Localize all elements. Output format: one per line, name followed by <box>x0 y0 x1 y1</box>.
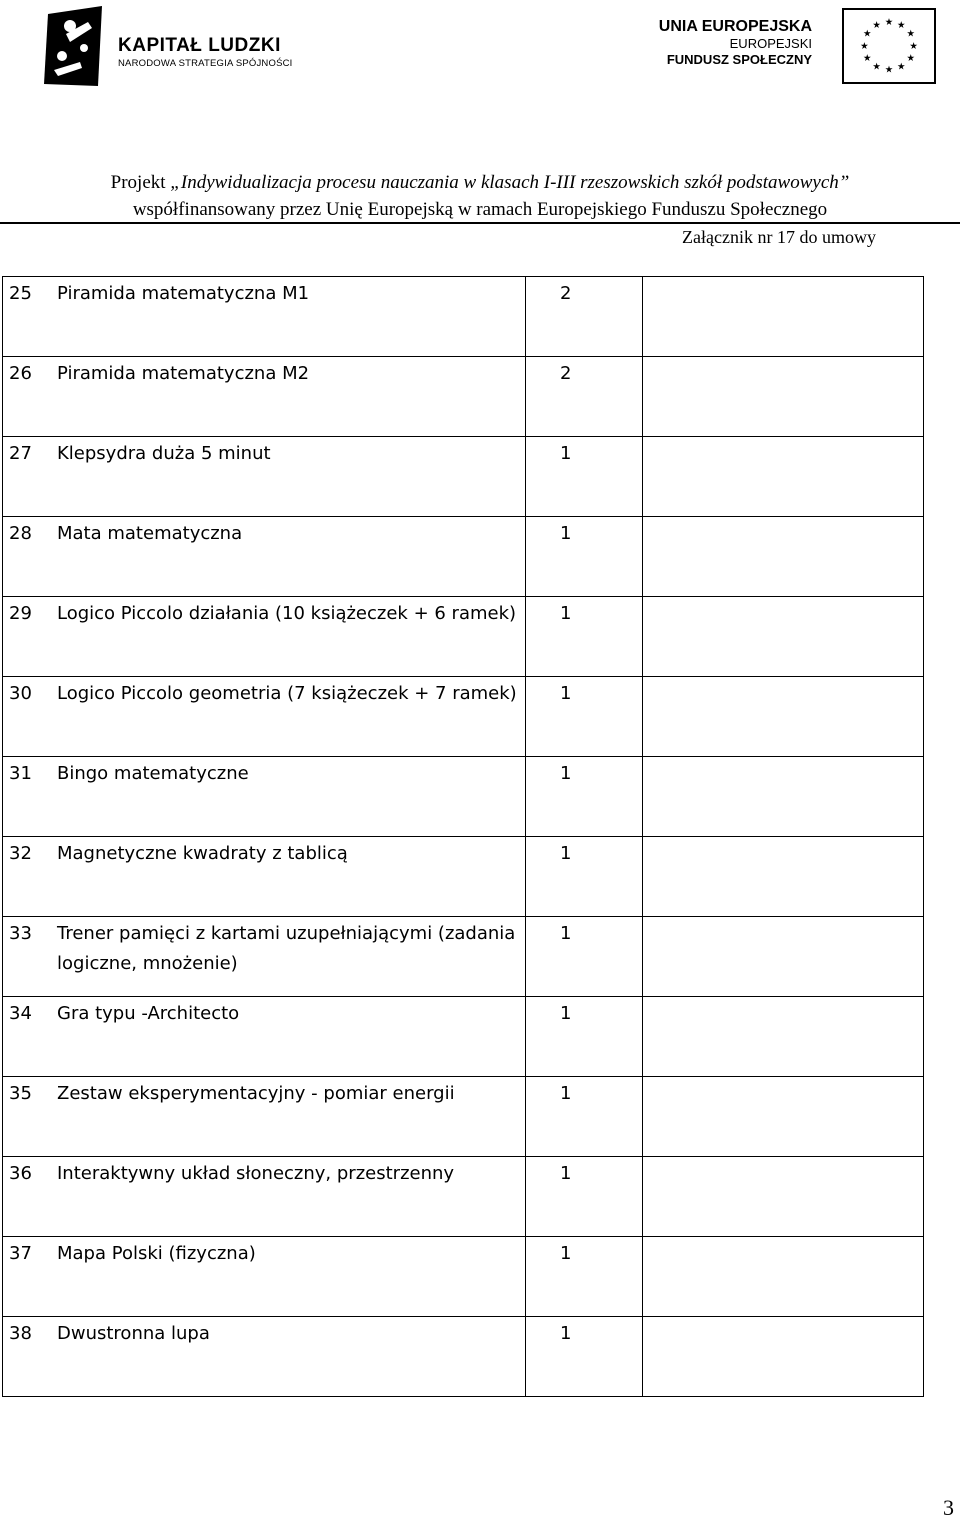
empty-cell <box>643 917 924 997</box>
item-quantity: 2 <box>526 277 643 357</box>
row-number: 27 <box>3 437 54 517</box>
row-number: 26 <box>3 357 54 437</box>
row-number: 32 <box>3 837 54 917</box>
svg-text:★: ★ <box>872 20 881 32</box>
table-row <box>3 1237 924 1317</box>
row-number: 31 <box>3 757 54 837</box>
row-number: 34 <box>3 997 54 1077</box>
eu-logo <box>650 6 940 86</box>
item-quantity: 1 <box>526 437 643 517</box>
row-number: 30 <box>3 677 54 757</box>
item-quantity: 2 <box>526 357 643 437</box>
logo-subtitle: NARODOWA STRATEGIA SPÓJNOŚCI <box>118 58 293 69</box>
table-row <box>3 357 924 437</box>
item-quantity: 1 <box>526 1317 643 1397</box>
empty-cell <box>643 837 924 917</box>
svg-text:★: ★ <box>884 17 894 29</box>
item-quantity: 1 <box>526 917 643 997</box>
page-number: 3 <box>943 1495 954 1520</box>
item-name: Interaktywny układ słoneczny, przestrzenny <box>53 1157 526 1237</box>
table-row <box>3 277 924 357</box>
row-number: 33 <box>3 917 54 997</box>
item-name: Mata matematyczna <box>53 517 526 597</box>
table-row <box>3 997 924 1077</box>
item-quantity: 1 <box>526 837 643 917</box>
item-name: Dwustronna lupa <box>53 1317 526 1397</box>
item-name: Logico Piccolo geometria (7 książeczek + 7 ramek) <box>53 677 526 757</box>
item-quantity: 1 <box>526 597 643 677</box>
empty-cell <box>643 597 924 677</box>
item-name: Trener pamięci z kartami uzupełniającymi (zadania logiczne, mnożenie) <box>53 917 526 997</box>
empty-cell <box>643 677 924 757</box>
item-name: Klepsydra duża 5 minut <box>53 437 526 517</box>
empty-cell <box>643 757 924 837</box>
svg-text:★: ★ <box>897 20 906 32</box>
empty-cell <box>643 1157 924 1237</box>
item-name: Magnetyczne kwadraty z tablicą <box>53 837 526 917</box>
cofinance-line: współfinansowany przez Unię Europejską w ramach Europejskiego Funduszu Społecznego <box>132 199 828 220</box>
item-name: Mapa Polski (fizyczna) <box>53 1237 526 1317</box>
project-prefix: Projekt <box>110 172 171 193</box>
empty-cell <box>643 1077 924 1157</box>
logo-title: KAPITAŁ LUDZKI <box>118 35 281 56</box>
empty-cell <box>643 277 924 357</box>
table-row <box>3 517 924 597</box>
svg-text:★: ★ <box>909 40 918 52</box>
row-number: 29 <box>3 597 54 677</box>
empty-cell <box>643 997 924 1077</box>
table-row <box>3 437 924 517</box>
kapital-ludzki-logo <box>40 4 320 88</box>
svg-text:★: ★ <box>884 64 894 76</box>
eu-line-3: FUNDUSZ SPOŁECZNY <box>666 52 812 67</box>
table-row <box>3 597 924 677</box>
empty-cell <box>643 357 924 437</box>
table-row <box>3 837 924 917</box>
item-quantity: 1 <box>526 757 643 837</box>
svg-text:★: ★ <box>906 28 916 40</box>
svg-text:★: ★ <box>860 40 869 52</box>
table-row <box>3 1157 924 1237</box>
item-name: Zestaw eksperymentacyjny - pomiar energii <box>53 1077 526 1157</box>
row-number: 37 <box>3 1237 54 1317</box>
eu-line-2: EUROPEJSKI <box>729 36 812 51</box>
annex-label: Załącznik nr 17 do umowy <box>682 227 876 247</box>
row-number: 35 <box>3 1077 54 1157</box>
item-quantity: 1 <box>526 517 643 597</box>
svg-text:★: ★ <box>906 53 916 65</box>
row-number: 36 <box>3 1157 54 1237</box>
item-name: Bingo matematyczne <box>53 757 526 837</box>
item-name: Piramida matematyczna M2 <box>53 357 526 437</box>
header-divider <box>0 222 960 224</box>
svg-text:★: ★ <box>897 61 906 73</box>
item-quantity: 1 <box>526 1077 643 1157</box>
item-name: Piramida matematyczna M1 <box>53 277 526 357</box>
project-title: „Indywidualizacja procesu nauczania w klasach I-III rzeszowskich szkół podstawowych” <box>170 172 850 193</box>
item-quantity: 1 <box>526 1157 643 1237</box>
empty-cell <box>643 1237 924 1317</box>
project-title-line <box>0 171 960 195</box>
kapital-ludzki-mark-icon <box>40 4 110 88</box>
table-row <box>3 757 924 837</box>
row-number: 28 <box>3 517 54 597</box>
svg-text:★: ★ <box>872 61 881 73</box>
item-name: Logico Piccolo działania (10 książeczek + 6 ramek) <box>53 597 526 677</box>
row-number: 25 <box>3 277 54 357</box>
table-row <box>3 1317 924 1397</box>
table-row <box>3 917 924 997</box>
item-name: Gra typu -Architecto <box>53 997 526 1077</box>
table-row <box>3 677 924 757</box>
svg-text:★: ★ <box>862 28 872 40</box>
empty-cell <box>643 437 924 517</box>
equipment-table <box>2 276 924 1397</box>
empty-cell <box>643 517 924 597</box>
eu-flag-icon <box>842 8 936 84</box>
item-quantity: 1 <box>526 1237 643 1317</box>
table-row <box>3 1077 924 1157</box>
row-number: 38 <box>3 1317 54 1397</box>
item-quantity: 1 <box>526 997 643 1077</box>
item-quantity: 1 <box>526 677 643 757</box>
svg-text:★: ★ <box>862 53 872 65</box>
empty-cell <box>643 1317 924 1397</box>
eu-line-1: UNIA EUROPEJSKA <box>658 18 812 35</box>
